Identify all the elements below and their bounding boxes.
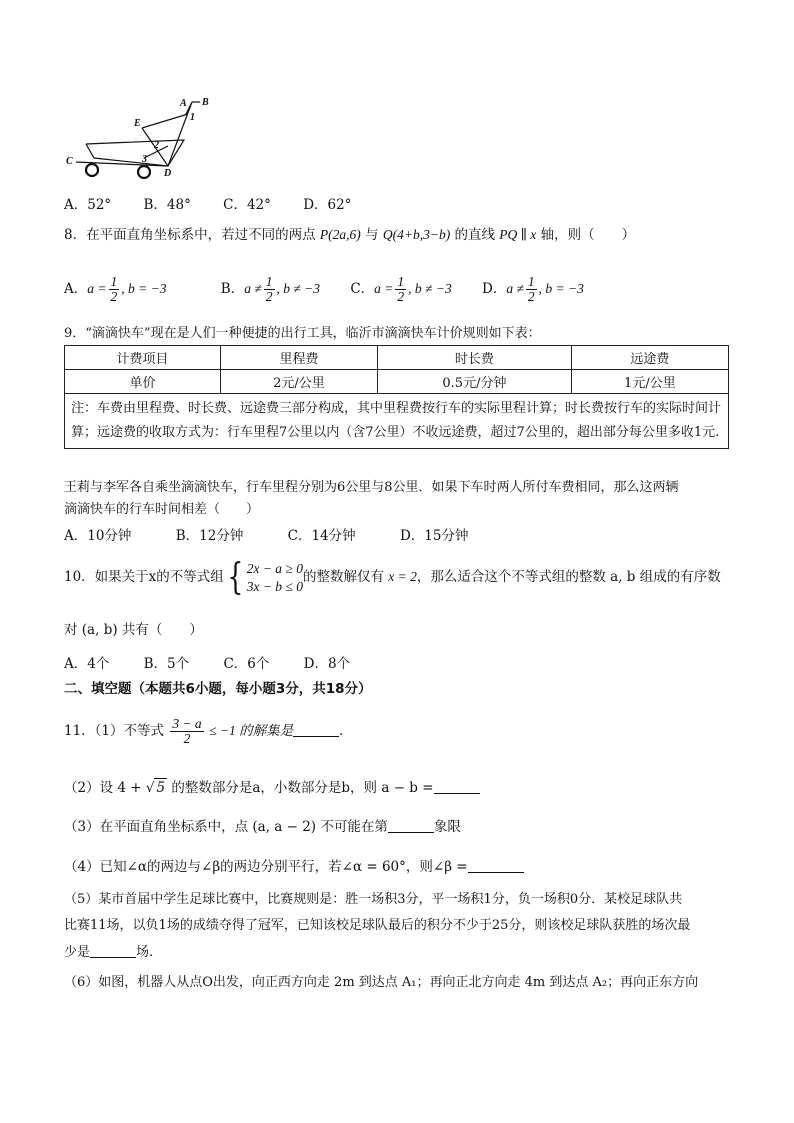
q11-part5-line1: （5）某市首届中学生足球比赛中，比赛规则是：胜一场积3分，平一场积1分，负一场积0分．某校足球队共 [64, 892, 683, 907]
table-cell: 1元/公里 [571, 370, 728, 394]
q8-option-b: B．a ≠ $\frac{1}{2}$ , b ≠ −3 [220, 274, 321, 304]
q7-options [64, 196, 351, 214]
fee-table [64, 345, 729, 449]
q10-option-a: A．4个 [64, 656, 110, 672]
table-note: 注：车费由里程费、时长费、远途费三部分构成，其中里程费按行车的实际里程计算；时长费按行车的实际时间计算；远途费的收取方式为：行车里程7公里以内（含7公里）不收远途费，超过7公里的，超出部分每公里多收1元. [65, 394, 729, 449]
answer-blank[interactable] [434, 779, 480, 794]
q9-option-b: B．12分钟 [175, 528, 244, 544]
q7-option-c: C．42° [223, 197, 271, 213]
q11-part5-line2: 比赛11场，以负1场的成绩夺得了冠军，已知该校足球队最后的积分不少于25分，则该校足球队获胜的场次最 [64, 918, 691, 933]
right-wheel [138, 166, 150, 178]
q11-part4: （4）已知∠α的两边与∠β的两边分别平行，若∠α = 60°，则∠β = [64, 858, 524, 876]
table-cell: 0.5元/分钟 [378, 370, 572, 394]
q9-body-line1: 王莉与李军各自乘坐滴滴快车，行车里程分别为6公里与8公里．如果下车时两人所付车费相同，那么这两辆 [64, 480, 679, 495]
table-header-row [65, 346, 729, 370]
q11-part3: （3）在平面直角坐标系中，点 (a, a − 2) 不可能在第 象限 [64, 819, 461, 835]
table-cell: 2元/公里 [220, 370, 377, 394]
q9-options [64, 527, 468, 545]
inequality-system: 2x − a ≥ 0 3x − b ≤ 0 [246, 560, 303, 594]
table-row [65, 370, 729, 394]
q7-option-d: D．62° [303, 197, 352, 213]
label-1: 1 [190, 112, 195, 123]
answer-blank[interactable] [388, 818, 434, 833]
table-header-cell: 时长费 [378, 346, 572, 370]
label-c: C [66, 156, 73, 167]
label-a: A [180, 98, 187, 109]
answer-blank[interactable] [293, 722, 339, 737]
table-cell: 单价 [65, 370, 221, 394]
q11-part5-line3: 少是 场. [64, 945, 154, 960]
table-header-cell: 里程费 [220, 346, 377, 370]
q9-option-c: C．14分钟 [287, 528, 356, 544]
q10-options [64, 655, 350, 673]
label-3: 3 [142, 154, 147, 165]
q10-stem: 10．如果关于x的不等式组{ 2x − a ≥ 0 3x − b ≤ 0 的整数解仅有 x = 2，那么适合这个不等式组的整数 a, b 组成的有序数 [64, 556, 721, 598]
section-heading: 二、填空题（本题共6小题，每小题3分，共18分） [64, 681, 372, 697]
q7-option-a: A．52° [64, 197, 112, 213]
answer-blank[interactable] [468, 858, 524, 873]
q10-option-d: D．8个 [303, 656, 351, 672]
cart-figure [62, 96, 222, 186]
q9-body-line2: 滴滴快车的行车时间相差（ ） [64, 502, 260, 517]
left-wheel [86, 164, 98, 176]
q8-option-c: C．a = $\frac{1}{2}$ , b ≠ −3 [350, 274, 452, 304]
q11-part6: （6）如图，机器人从点O出发，向正西方向走 2m 到达点 A₁；再向正北方向走 4m 到达点 A₂；再向正东方向 [64, 975, 699, 990]
q10-option-c: C．6个 [223, 656, 270, 672]
answer-blank[interactable] [90, 943, 136, 958]
q8-option-a: A．a = $\frac{1}{2}$ , b = −3 [64, 274, 167, 304]
table-header-cell: 远途费 [571, 346, 728, 370]
label-b: B [202, 97, 209, 108]
q7-option-b: B．48° [143, 197, 191, 213]
label-2: 2 [154, 140, 159, 151]
q9-option-a: A．10分钟 [64, 528, 132, 544]
label-d: D [164, 168, 172, 179]
q11-part1: 11．（1）不等式 $\frac{3 - a}{2}$ ≤ −1 的解集是 ． [64, 716, 353, 746]
q10-line2: 对 (a, b) 共有（ ） [64, 622, 203, 638]
q8-option-d: D．a ≠ $\frac{1}{2}$ , b = −3 [482, 274, 584, 304]
q9-option-d: D．15分钟 [399, 528, 469, 544]
table-note-row [65, 394, 729, 449]
q8-options [64, 272, 584, 306]
brace-icon: { [227, 556, 244, 598]
label-e: E [134, 118, 141, 129]
table-header-cell: 计费项目 [65, 346, 221, 370]
q8-stem: 8．在平面直角坐标系中，若过不同的两点 P(2a,6) 与 Q(4+b,3−b) 的直线 PQ ∥ x 轴，则（ ） [64, 227, 636, 243]
q10-option-b: B．5个 [143, 656, 190, 672]
q11-part2: （2）设 4 + √ 5 的整数部分是a，小数部分是b，则 a − b = [64, 778, 480, 797]
q9-intro: 9．“滴滴快车”现在是人们一种便捷的出行工具，临沂市滴滴快车计价规则如下表： [64, 326, 541, 341]
